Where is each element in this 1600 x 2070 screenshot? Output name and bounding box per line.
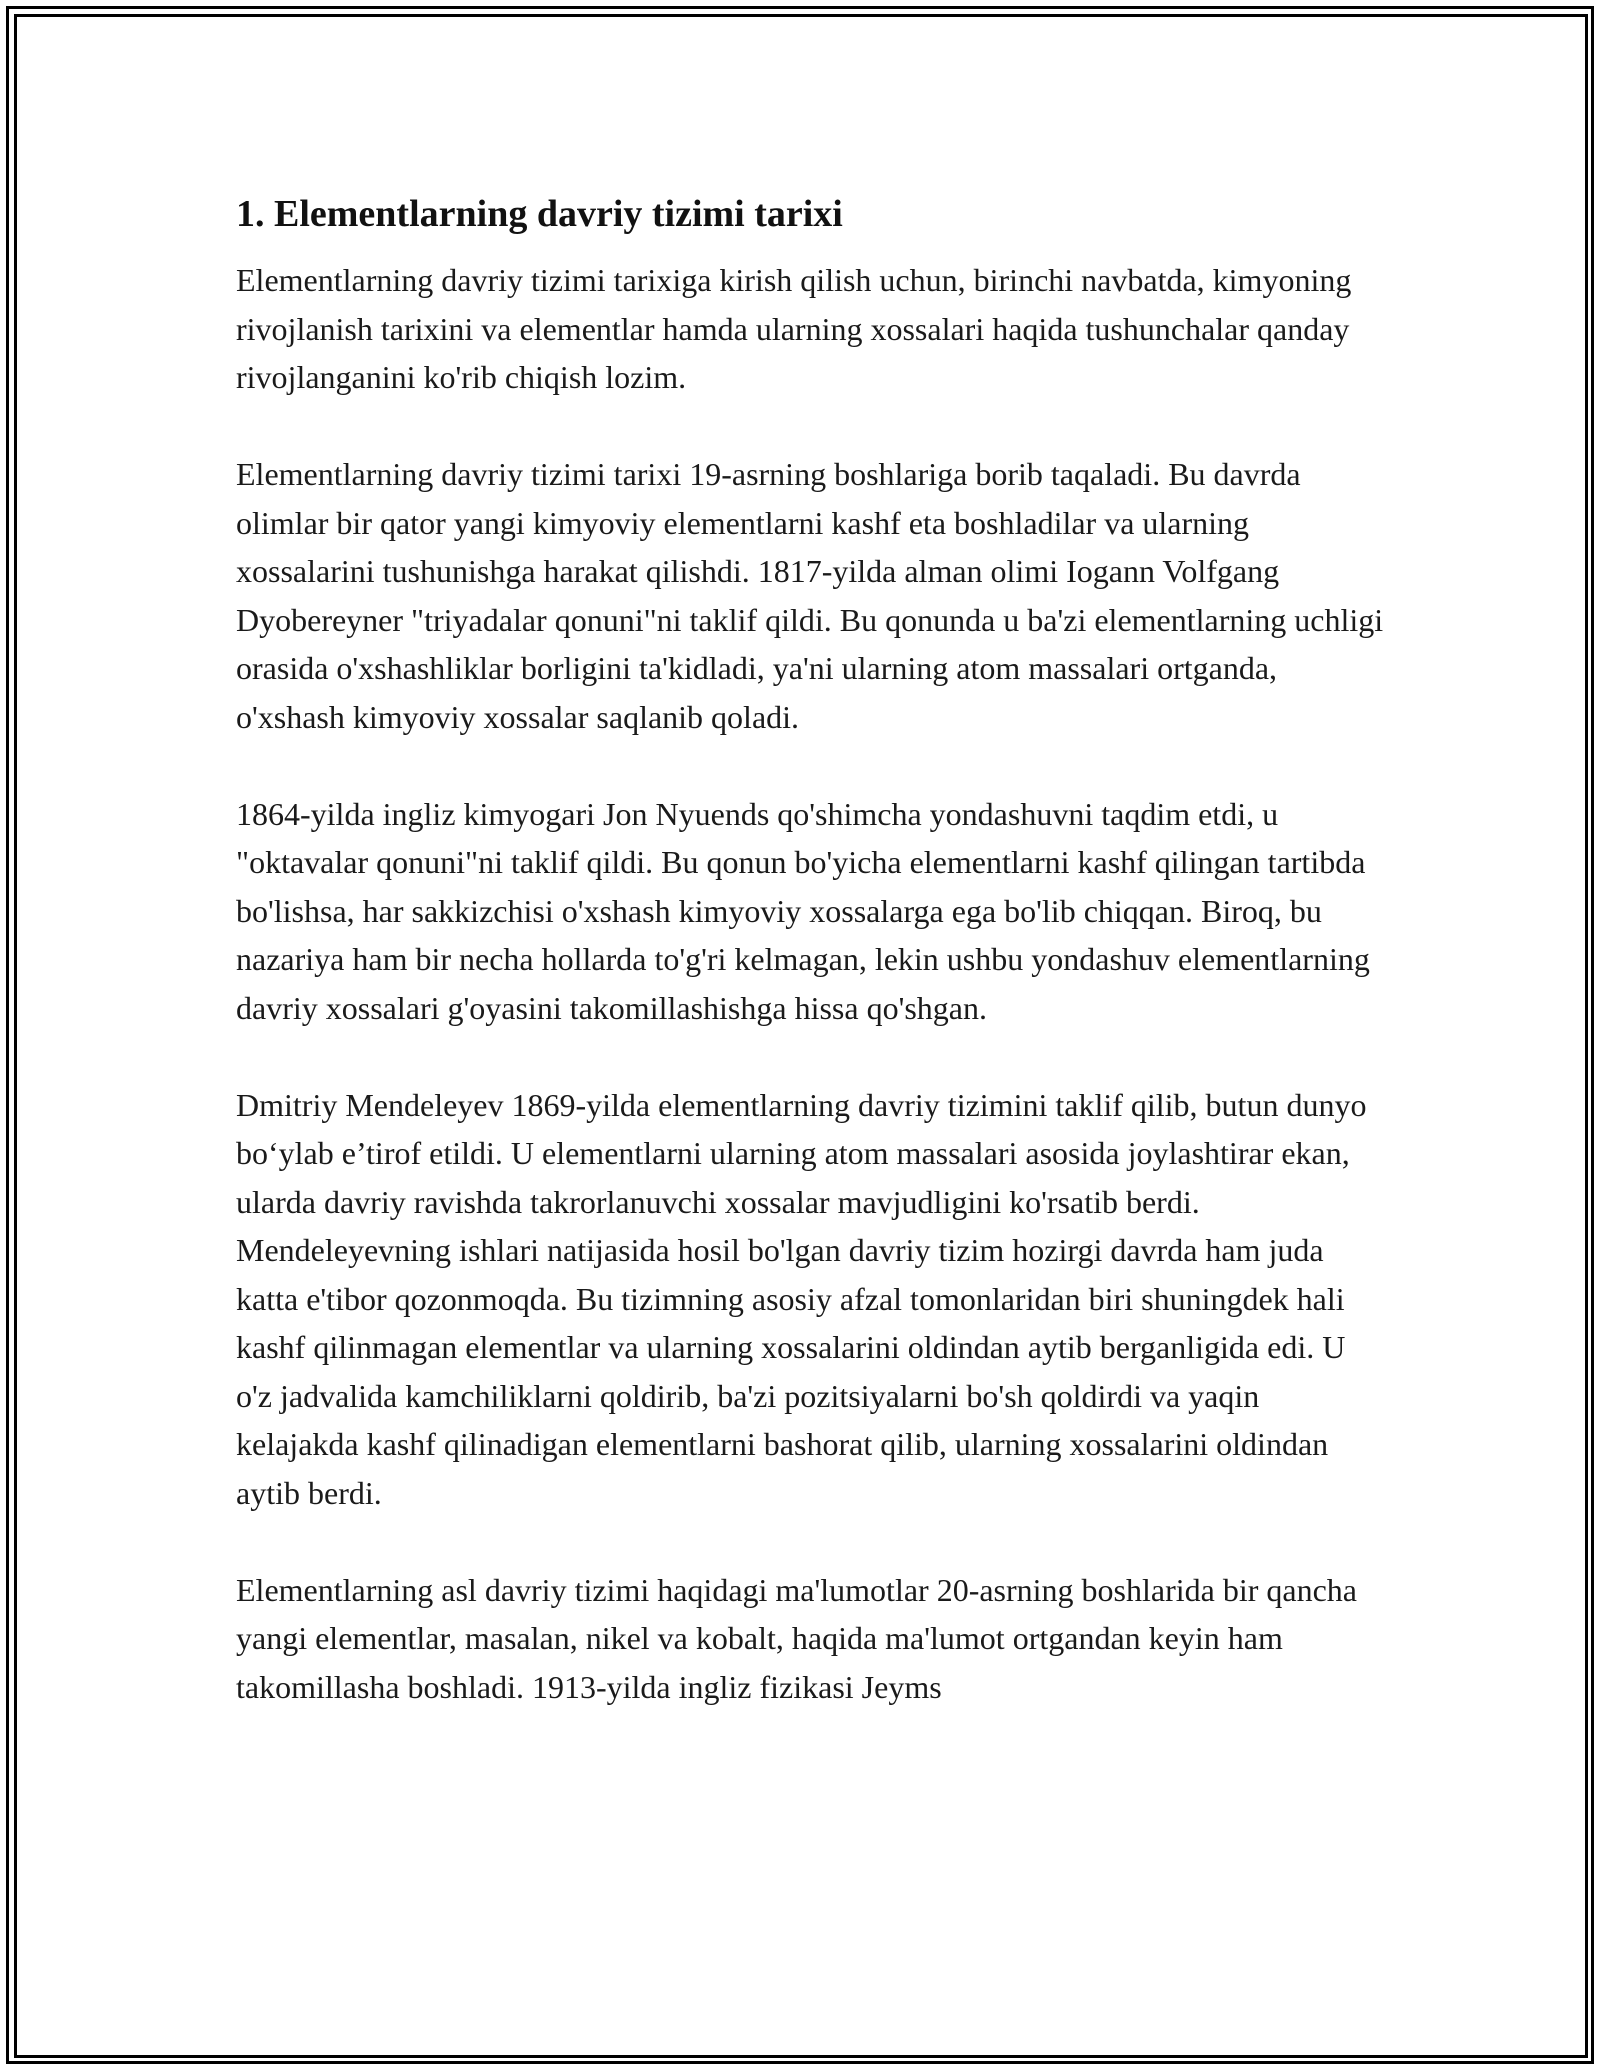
paragraph-mendeleev: Dmitriy Mendeleyev 1869-yilda elementlarning davriy tizimini taklif qilib, butun dunyo bo‘ylab e’tirof etildi. U elementlarni ularning atom massalari asosida joylashtirar ekan, ularda davriy ravishda takrorlanuvchi xossalar mavjudligini ko'rsatib berdi. Mendeleyevning ishlari natijasida hosil bo'lgan davriy tizim hozirgi davrda ham juda katta e'tibor qozonmoqda. Bu tizimning asosiy afzal tomonlaridan biri shuningdek hali kashf qilinmagan elementlar va ularning xossalarini oldindan aytib berganligida edi. U o'z jadvalida kamchiliklarni qoldirib, ba'zi pozitsiyalarni bo'sh qoldirdi va yaqin kelajakda kashf qilinadigan elementlarni bashorat qilib, ularning xossalarini oldindan aytib berdi. bbox=[236, 1086, 1367, 1511]
section-heading: 1. Elementlarning davriy tizimi tarixi bbox=[236, 193, 843, 235]
paragraph-dobereiner: Elementlarning davriy tizimi tarixi 19-asrning boshlariga borib taqaladi. Bu davrda olimlar bir qator yangi kimyoviy elementlarni kashf eta boshladilar va ularning xossalarini tushunishga harakat qilishdi. 1817-yilda alman olimi Iogann Volfgang Dyobereyner "triyadalar qonuni"ni taklif qildi. Bu qonunda u ba'zi elementlarning uchligi orasida o'xshashliklar borligini ta'kidladi, ya'ni ularning atom massalari ortganda, o'xshash kimyoviy xossalar saqlanib qoladi. bbox=[236, 456, 1384, 735]
document-page bbox=[236, 188, 1386, 1760]
paragraph-newlands: 1864-yilda ingliz kimyogari Jon Nyuends qo'shimcha yondashuvni taqdim etdi, u "oktavalar qonuni"ni taklif qildi. Bu qonun bo'yicha elementlarni kashf qilingan tartibda bo'lishsa, har sakkizchisi o'xshash kimyoviy xossalarga ega bo'lib chiqqan. Biroq, bu nazariya ham bir necha hollarda to'g'ri kelmagan, lekin ushbu yondashuv elementlarning davriy xossalari g'oyasini takomillashishga hissa qo'shgan. bbox=[236, 795, 1370, 1026]
paragraph-intro: Elementlarning davriy tizimi tarixiga kirish qilish uchun, birinchi navbatda, kimyoning rivojlanish tarixini va elementlar hamda ularning xossalari haqida tushunchalar qanday rivojlanganini ko'rib chiqish lozim. bbox=[236, 262, 1352, 395]
paragraph-20th-century: Elementlarning asl davriy tizimi haqidagi ma'lumotlar 20-asrning boshlarida bir qancha yangi elementlar, masalan, nikel va kobalt, haqida ma'lumot ortgandan keyin ham takomillasha boshladi. 1913-yilda ingliz fizikasi Jeyms bbox=[236, 1571, 1357, 1705]
